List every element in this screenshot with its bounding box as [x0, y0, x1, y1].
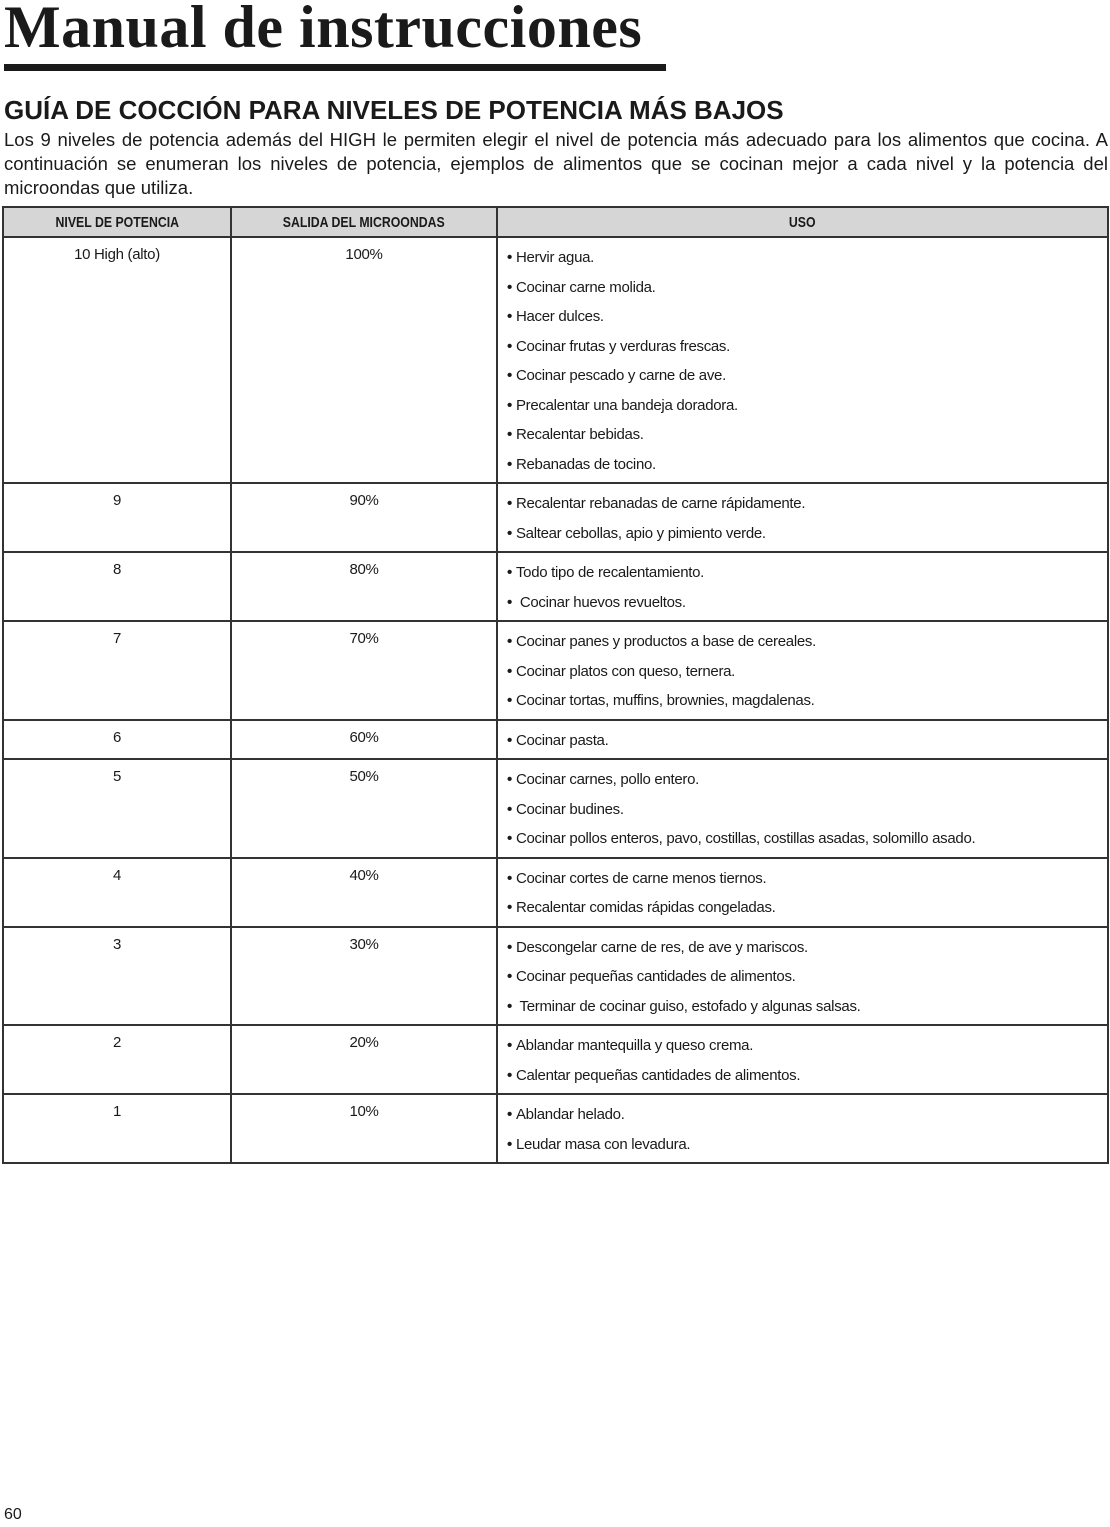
use-item — [507, 1031, 1101, 1061]
use-cell — [497, 1025, 1108, 1094]
use-cell — [497, 552, 1108, 621]
use-text: Cocinar cortes de carne menos tiernos. — [515, 869, 767, 887]
power-level-cell: 9 — [3, 483, 231, 552]
bullet-icon: • — [507, 662, 512, 680]
use-text: Hervir agua. — [515, 249, 595, 266]
use-text: Recalentar rebanadas de carne rápidamente. — [515, 495, 806, 512]
page-number: 60 — [4, 1506, 22, 1523]
use-item — [507, 489, 1101, 519]
use-item — [507, 332, 1101, 362]
table-header-row — [3, 207, 1108, 237]
microwave-output-cell: 100% — [231, 237, 497, 483]
use-item — [507, 933, 1101, 963]
table-row — [3, 621, 1108, 720]
use-list — [507, 726, 1101, 756]
use-item — [507, 391, 1101, 421]
bullet-icon: • — [507, 830, 512, 847]
bullet-icon: • — [507, 731, 512, 749]
bullet-icon: • — [507, 938, 512, 956]
use-text: Cocinar frutas y verduras frescas. — [515, 337, 730, 355]
bullet-icon: • — [507, 633, 512, 650]
use-text: Calentar pequeñas cantidades de alimentos. — [515, 1066, 801, 1084]
use-item — [507, 519, 1101, 549]
bullet-icon: • — [507, 968, 512, 985]
table-row — [3, 927, 1108, 1026]
microwave-output-cell: 40% — [231, 858, 497, 927]
use-text: Ablandar helado. — [515, 1106, 625, 1123]
bullet-icon: • — [507, 771, 512, 788]
bullet-icon: • — [507, 278, 512, 296]
use-item — [507, 558, 1101, 588]
use-list — [507, 765, 1101, 854]
use-text: Rebanadas de tocino. — [515, 455, 656, 473]
table-row — [3, 483, 1108, 552]
use-item — [507, 1100, 1101, 1130]
use-cell — [497, 720, 1108, 760]
use-text: Cocinar carne molida. — [515, 278, 656, 296]
use-text: Cocinar panes y productos a base de cereales. — [515, 633, 816, 650]
bullet-icon: • — [507, 1066, 512, 1084]
microwave-output-cell: 60% — [231, 720, 497, 760]
use-text: Leudar masa con levadura. — [515, 1135, 691, 1153]
power-level-cell: 2 — [3, 1025, 231, 1094]
bullet-icon: • — [507, 308, 512, 325]
bullet-icon: • — [507, 455, 512, 473]
bullet-icon: • — [507, 367, 512, 384]
bullet-icon: • — [507, 593, 512, 611]
table-row — [3, 237, 1108, 483]
bullet-icon: • — [507, 1037, 512, 1054]
use-item — [507, 627, 1101, 657]
use-item — [507, 657, 1101, 687]
bullet-icon: • — [507, 869, 512, 887]
table-body — [3, 237, 1108, 1163]
use-text: Terminar de cocinar guiso, estofado y algunas salsas. — [515, 997, 861, 1015]
use-item — [507, 273, 1101, 303]
microwave-output-cell: 20% — [231, 1025, 497, 1094]
use-item — [507, 824, 1101, 854]
bullet-icon: • — [507, 249, 512, 266]
power-level-cell: 7 — [3, 621, 231, 720]
use-item — [507, 962, 1101, 992]
microwave-output-cell: 30% — [231, 927, 497, 1026]
page-title: Manual de instrucciones — [4, 0, 643, 60]
use-cell — [497, 1094, 1108, 1163]
microwave-output-cell: 70% — [231, 621, 497, 720]
use-cell — [497, 858, 1108, 927]
use-item — [507, 795, 1101, 825]
use-text: Hacer dulces. — [515, 308, 604, 325]
use-list — [507, 933, 1101, 1022]
power-level-cell: 8 — [3, 552, 231, 621]
use-item — [507, 588, 1101, 618]
use-text: Cocinar huevos revueltos. — [515, 593, 686, 611]
table-row — [3, 1025, 1108, 1094]
use-text: Precalentar una bandeja doradora. — [515, 396, 738, 414]
bullet-icon: • — [507, 426, 512, 443]
use-item — [507, 361, 1101, 391]
use-list — [507, 1100, 1101, 1159]
use-list — [507, 864, 1101, 923]
use-item — [507, 420, 1101, 450]
use-item — [507, 243, 1101, 273]
table-row — [3, 858, 1108, 927]
table-row — [3, 720, 1108, 760]
bullet-icon: • — [507, 997, 512, 1015]
header-use — [497, 207, 1108, 237]
use-list — [507, 243, 1101, 479]
use-list — [507, 1031, 1101, 1090]
use-text: Cocinar pasta. — [515, 731, 609, 749]
power-level-cell: 1 — [3, 1094, 231, 1163]
use-text: Cocinar tortas, muffins, brownies, magdalenas. — [515, 692, 815, 709]
use-text: Recalentar bebidas. — [515, 426, 644, 443]
use-list — [507, 558, 1101, 617]
use-text: Cocinar pollos enteros, pavo, costillas, costillas asadas, solomillo asado. — [515, 830, 976, 847]
bullet-icon: • — [507, 495, 512, 512]
header-power-level-label: NIVEL DE POTENCIA — [55, 213, 179, 231]
header-use-label: USO — [789, 213, 816, 231]
use-cell — [497, 759, 1108, 858]
microwave-output-cell: 80% — [231, 552, 497, 621]
use-text: Cocinar carnes, pollo entero. — [515, 771, 700, 788]
use-item — [507, 450, 1101, 480]
use-text: Cocinar budines. — [515, 800, 624, 818]
use-item — [507, 1061, 1101, 1091]
bullet-icon: • — [507, 337, 512, 355]
use-text: Cocinar pequeñas cantidades de alimentos. — [515, 968, 796, 985]
bullet-icon: • — [507, 1135, 512, 1153]
power-level-cell: 10 High (alto) — [3, 237, 231, 483]
table-row — [3, 759, 1108, 858]
use-text: Cocinar pescado y carne de ave. — [515, 367, 726, 384]
power-level-cell: 5 — [3, 759, 231, 858]
microwave-output-cell: 10% — [231, 1094, 497, 1163]
bullet-icon: • — [507, 1106, 512, 1123]
use-cell — [497, 483, 1108, 552]
use-text: Recalentar comidas rápidas congeladas. — [515, 899, 776, 916]
use-item — [507, 765, 1101, 795]
bullet-icon: • — [507, 899, 512, 916]
use-cell — [497, 621, 1108, 720]
microwave-output-cell: 50% — [231, 759, 497, 858]
intro-paragraph: Los 9 niveles de potencia además del HIGH le permiten elegir el nivel de potencia más adecuado para los alimentos que cocina. A continuación se enumeran los niveles de potencia, ejemplos de alimentos que se cocinan mejor a cada nivel y la potencia del microondas que utiliza. — [4, 129, 1108, 198]
power-level-table — [2, 206, 1109, 1164]
use-item — [507, 1130, 1101, 1160]
use-item — [507, 726, 1101, 756]
use-item — [507, 864, 1101, 894]
power-level-cell: 3 — [3, 927, 231, 1026]
header-microwave-output-label: SALIDA DEL MICROONDAS — [283, 213, 445, 231]
power-level-cell: 4 — [3, 858, 231, 927]
table-row — [3, 1094, 1108, 1163]
bullet-icon: • — [507, 564, 512, 581]
use-cell — [497, 927, 1108, 1026]
title-underline — [4, 64, 666, 71]
use-text: Saltear cebollas, apio y pimiento verde. — [515, 524, 766, 542]
use-text: Todo tipo de recalentamiento. — [515, 564, 705, 581]
use-text: Descongelar carne de res, de ave y mariscos. — [515, 938, 808, 956]
microwave-output-cell: 90% — [231, 483, 497, 552]
use-item — [507, 992, 1101, 1022]
table-row — [3, 552, 1108, 621]
use-list — [507, 489, 1101, 548]
bullet-icon: • — [507, 524, 512, 542]
use-item — [507, 893, 1101, 923]
header-microwave-output — [231, 207, 497, 237]
use-cell — [497, 237, 1108, 483]
bullet-icon: • — [507, 396, 512, 414]
power-level-cell: 6 — [3, 720, 231, 760]
bullet-icon: • — [507, 692, 512, 709]
header-power-level — [3, 207, 231, 237]
use-item — [507, 302, 1101, 332]
use-list — [507, 627, 1101, 716]
use-item — [507, 686, 1101, 716]
use-text: Cocinar platos con queso, ternera. — [515, 662, 736, 680]
section-title: GUÍA DE COCCIÓN PARA NIVELES DE POTENCIA MÁS BAJOS — [4, 95, 784, 125]
use-text: Ablandar mantequilla y queso crema. — [515, 1037, 754, 1054]
bullet-icon: • — [507, 800, 512, 818]
